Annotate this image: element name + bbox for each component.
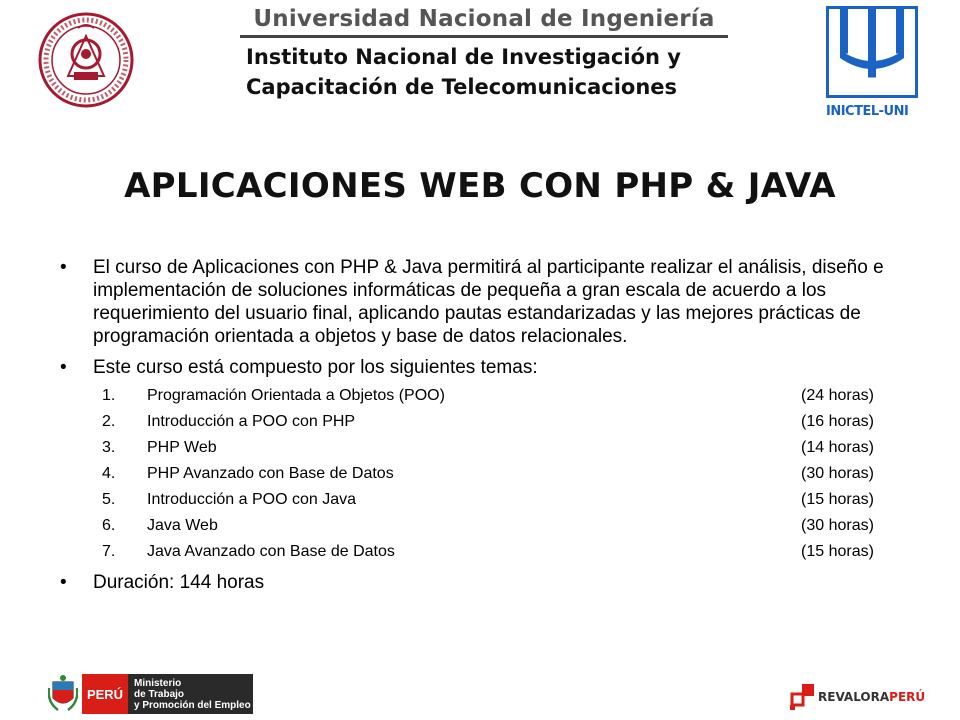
header-rule <box>240 35 728 38</box>
topic-name: Java Web <box>147 517 218 534</box>
bullet-marker: • <box>60 357 67 378</box>
topic-hours: (15 horas) <box>801 491 874 508</box>
university-name: Universidad Nacional de Ingeniería <box>253 6 715 32</box>
slide-title: APLICACIONES WEB CON PHP & JAVA <box>124 166 836 206</box>
institute-line-1: Instituto Nacional de Investigación y <box>246 45 681 69</box>
list-item <box>60 513 900 539</box>
topic-name: Introducción a POO con Java <box>147 491 356 508</box>
institution-header <box>236 6 732 102</box>
inictel-logo <box>826 6 918 122</box>
topic-hours: (30 horas) <box>801 517 874 534</box>
bullet-marker: • <box>60 572 67 593</box>
inictel-wordmark: INICTEL-UNI <box>826 104 909 119</box>
topic-hours: (14 horas) <box>801 439 874 456</box>
course-content <box>60 256 900 594</box>
list-item <box>60 409 900 435</box>
institute-line-2: Capacitación de Telecomunicaciones <box>246 75 678 99</box>
bullet-text: El curso de Aplicaciones con PHP & Java permitirá al participante realizar el análisis, diseño e implementación de soluciones informáticas de pequeña a gran escala de acuerdo a los requerimiento del usuario final, aplicando pautas estandarizadas y las mejores prácticas de programación orientada a objetos y base de datos relacionales. <box>93 257 884 347</box>
list-item <box>60 435 900 461</box>
topic-number: 2. <box>102 413 116 430</box>
ministerio-line-1: Ministerio <box>134 678 182 689</box>
bullet-description <box>60 256 900 348</box>
bullet-text: Este curso está compuesto por los siguientes temas: <box>93 357 538 378</box>
topic-hours: (15 horas) <box>801 543 874 560</box>
ministerio-label <box>128 674 253 714</box>
topic-number: 1. <box>102 387 116 404</box>
topic-name: PHP Avanzado con Base de Datos <box>147 465 394 482</box>
list-item <box>60 461 900 487</box>
revalora-squares-icon <box>790 684 816 710</box>
ministerio-line-3: y Promoción del Empleo <box>134 700 251 711</box>
topic-name: Introducción a POO con PHP <box>147 413 356 430</box>
topic-number: 4. <box>102 465 116 482</box>
bullet-marker: • <box>60 257 67 278</box>
topic-name: Programación Orientada a Objetos (POO) <box>147 387 445 404</box>
peru-coat-of-arms-icon <box>48 674 78 714</box>
university-seal-logo <box>38 6 134 120</box>
inictel-emblem-icon <box>826 6 918 102</box>
topic-hours: (24 horas) <box>801 387 874 404</box>
topic-number: 3. <box>102 439 116 456</box>
topic-number: 5. <box>102 491 116 508</box>
topic-number: 6. <box>102 517 116 534</box>
topic-hours: (30 horas) <box>801 465 874 482</box>
bullet-duration <box>60 571 900 594</box>
topic-number: 7. <box>102 543 116 560</box>
peru-flag-badge <box>82 674 128 714</box>
list-item <box>60 539 900 565</box>
topic-list <box>60 383 900 565</box>
list-item <box>60 383 900 409</box>
peru-label: PERÚ <box>86 686 124 702</box>
topic-name: Java Avanzado con Base de Datos <box>147 543 395 560</box>
bullet-topics-intro <box>60 356 900 379</box>
topic-name: PHP Web <box>147 439 217 456</box>
revalora-wordmark <box>818 690 925 704</box>
bullet-text: Duración: 144 horas <box>93 572 265 593</box>
revalora-peru-logo <box>790 682 926 712</box>
revalora-word: REVALORA <box>818 690 890 704</box>
ministerio-line-2: de Trabajo <box>134 689 185 700</box>
list-item <box>60 487 900 513</box>
revalora-peru-word: PERÚ <box>889 690 926 704</box>
topic-hours: (16 horas) <box>801 413 874 430</box>
